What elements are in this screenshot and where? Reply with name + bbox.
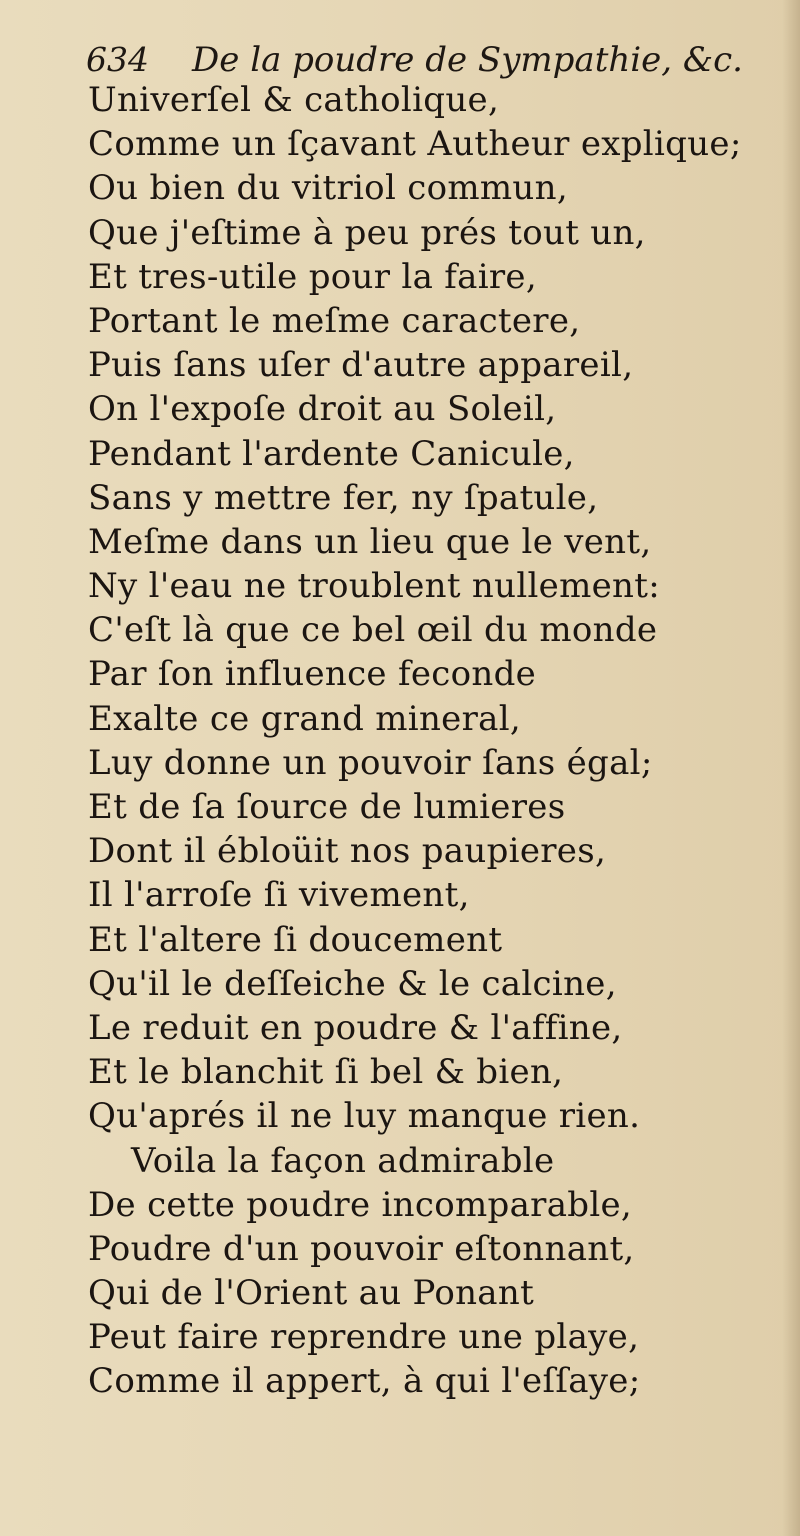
verse-line: Pendant l'ardente Canicule, [88,433,575,474]
verse-line: Qu'aprés il ne luy manque rien. [88,1096,641,1137]
page-number: 634 [86,40,149,79]
verse-line: C'eſt là que ce bel œil du monde [88,610,658,651]
verse-line: Que j'eſtime à peu prés tout un, [88,212,646,253]
verse-line: Univerſel & catholique, [88,80,500,120]
verse-line: Et de ſa ſource de lumieres [88,787,566,827]
verse-line: Le reduit en poudre & l'affine, [88,1007,623,1048]
verse-line: Et l'altere ſi doucement [88,919,503,960]
verse-line: Ou bien du vitriol commun, [88,168,568,209]
verse-line: Par ſon influence feconde [88,654,537,695]
verse-line: Luy donne un pouvoir ſans égal; [88,742,653,783]
verse-line: On l'expoſe droit au Soleil, [88,389,557,430]
verse-line: Exalte ce grand mineral, [88,698,521,739]
verse-line: Comme il appert, à qui l'eſſaye; [88,1361,641,1402]
verse-line: Sans y mettre fer, ny ſpatule, [88,477,599,518]
running-title: De la poudre de Sympathie, &c. [192,40,743,80]
verse-line: Il l'arroſe ſi vivement, [88,875,470,916]
verse-line: Voila la façon admirable [131,1140,555,1181]
verse-line: Portant le meſme caractere, [88,300,581,341]
verse-line: Et le blanchit ſi bel & bien, [88,1052,564,1093]
verse-line: Meſme dans un lieu que le vent, [88,521,652,562]
verse-line: Ny l'eau ne troublent nullement: [88,566,660,607]
verse-line: Comme un ſçavant Autheur explique; [88,124,742,165]
verse-line: Peut faire reprendre une playe, [88,1317,640,1358]
verse-line: Qui de l'Orient au Ponant [88,1273,535,1314]
verse-line: De cette poudre incomparable, [88,1184,633,1225]
verse-line: Dont il ébloüit nos paupieres, [88,831,607,872]
verse-line: Qu'il le deſſeiche & le calcine, [88,963,617,1004]
page-header [86,40,776,80]
verse-line: Et tres-utile pour la faire, [88,256,537,297]
verse-text [88,78,788,1404]
verse-line: Puis ſans uſer d'autre appareil, [88,345,634,386]
verse-line: Poudre d'un pouvoir eſtonnant, [88,1228,635,1269]
